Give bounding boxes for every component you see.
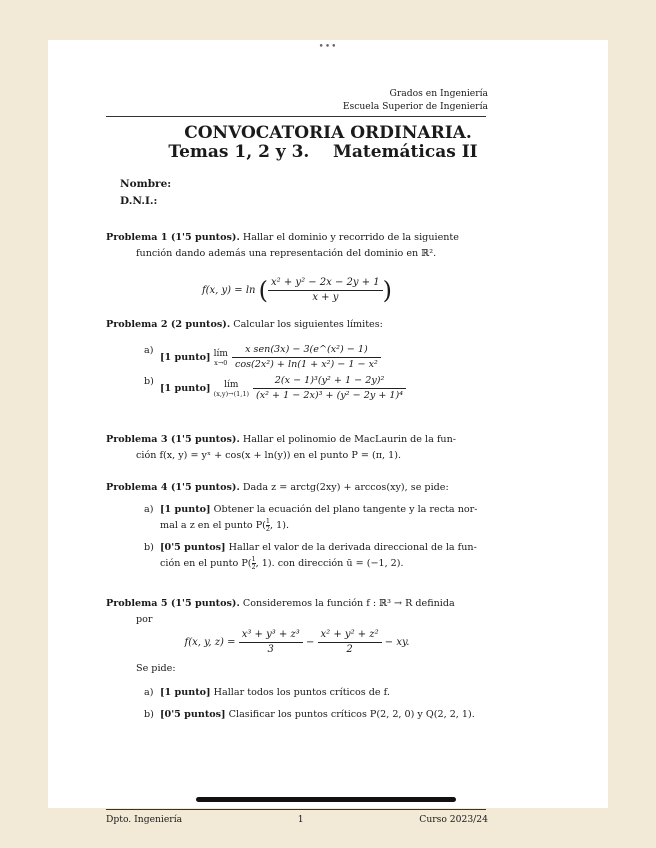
problem-4-text-1: Dada z = arctg(2xy) + arccos(xy), se pide: (242, 482, 449, 493)
header-rule (106, 116, 486, 117)
item-points: [0'5 puntos] (160, 709, 226, 720)
item-label: b) (144, 376, 154, 387)
limit-a-fraction (232, 343, 381, 372)
item-text-2a: mal a z en el punto P( (160, 520, 266, 531)
problem-3 (106, 432, 488, 464)
header-line-1: Grados en Ingeniería (389, 88, 488, 99)
problem-5-text-2: por (136, 614, 153, 625)
title-line-1: CONVOCATORIA ORDINARIA. (184, 123, 472, 143)
header-line-2: Escuela Superior de Ingeniería (342, 101, 488, 112)
problem-4-item-b (106, 540, 488, 572)
student-fields (120, 176, 171, 210)
problem-2 (106, 317, 488, 403)
problem-2-text-1: Calcular los siguientes límites: (233, 319, 383, 330)
problem-4-heading: Problema 4 (1'5 puntos). (106, 482, 240, 493)
limit-b-fraction (253, 374, 406, 403)
eq-5-fraction-1: $\frac{\text{x³ + y³ + z³}}{3}$ (239, 628, 303, 657)
problem-1-text-1: Hallar el dominio y recorrido de la siguiente (242, 232, 459, 243)
problem-5-text-1: Consideremos la función f : ℝ³ → R definida (242, 598, 455, 609)
item-text-2b: , 1). con dirección ū = (−1, 2). (255, 558, 404, 569)
eq-5-fraction-2: $\frac{\text{x² + y² + z²}}{2}$ (318, 628, 382, 657)
eq-1-lhs: f(x, y) = ln (201, 285, 256, 296)
item-text-2b: , 1). (270, 520, 290, 531)
name-label: Nombre: (120, 178, 172, 190)
more-dots-icon[interactable]: ••• (318, 42, 338, 52)
limit-a-denominator: cos(2x²) + ln(1 + x²) − 1 − x² (234, 359, 378, 370)
item-points: [0'5 puntos] (160, 542, 226, 553)
eq-1-numerator: x² + y² − 2x − 2y + 1 (268, 276, 383, 291)
problem-4 (106, 480, 488, 572)
item-points: [1 punto] (160, 504, 211, 515)
problem-2-item-a (106, 343, 488, 372)
eq-5-tail: − xy. (384, 637, 410, 648)
problem-1-equation: f(x, y) = ln ( $\frac{\text{x² + y² − 2x − 2y + 1}}{x + y}$ ) (201, 276, 393, 305)
item-label: a) (144, 504, 154, 515)
eq-1-denominator: x + y (312, 292, 339, 303)
limit-b-numerator: 2(x − 1)³(y² + 1 − 2y)² (253, 374, 406, 389)
home-indicator[interactable] (196, 797, 456, 802)
document-footer (106, 814, 488, 825)
problem-3-heading: Problema 3 (1'5 puntos). (106, 434, 240, 445)
problem-1-text-2: función dando además una representación del dominio en ℝ². (136, 248, 437, 259)
item-label: a) (144, 345, 154, 356)
item-text: Clasificar los puntos críticos P(2, 2, 0) y Q(2, 2, 1). (228, 709, 475, 720)
fraction-one-half: $\frac{1}{2}$ (265, 517, 271, 533)
limit-operator: lím (x,y)→(1,1) (213, 379, 249, 398)
problem-3-text-2: ción f(x, y) = yˣ + cos(x + ln(y)) en el punto P = (π, 1). (136, 450, 401, 461)
problem-1-heading: Problema 1 (1'5 puntos). (106, 232, 240, 243)
eq-1-fraction (268, 276, 383, 305)
limit-a-numerator: x sen(3x) − 3(e^(x²) − 1) (232, 343, 381, 358)
item-text-1: Hallar el valor de la derivada direccional de la fun- (228, 542, 477, 553)
problem-5-heading: Problema 5 (1'5 puntos). (106, 598, 240, 609)
eq-5-lhs: f(x, y, z) = (184, 637, 236, 648)
footer-right: Curso 2023/24 (419, 814, 488, 825)
title-line-2: Temas 1, 2 y 3. Matemáticas II (168, 142, 478, 162)
problem-1 (106, 230, 488, 305)
document-page (48, 40, 608, 825)
problem-4-item-a (106, 502, 488, 534)
eq-5-minus: − (305, 637, 315, 648)
problem-2-item-b (106, 374, 488, 403)
page-number: 1 (297, 814, 304, 825)
item-text: Hallar todos los puntos críticos de f. (213, 687, 390, 698)
footer-left: Dpto. Ingeniería (106, 814, 183, 825)
problem-5 (106, 596, 488, 723)
dni-label: D.N.I.: (120, 195, 158, 207)
problem-5-item-a (106, 685, 488, 701)
page-title (48, 124, 608, 162)
se-pide-label: Se pide: (136, 663, 176, 674)
item-label: a) (144, 687, 154, 698)
item-label: b) (144, 542, 154, 553)
problem-3-text-1: Hallar el polinomio de MacLaurin de la fun- (242, 434, 457, 445)
problem-5-equation (106, 628, 488, 657)
limit-b-denominator: (x² + 1 − 2x)³ + (y² − 2y + 1)⁴ (256, 390, 404, 401)
item-label: b) (144, 709, 154, 720)
problem-5-item-b (106, 707, 488, 723)
item-points: [1 punto] (160, 352, 211, 363)
item-text-2a: ción en el punto P( (160, 558, 252, 569)
problem-2-heading: Problema 2 (2 puntos). (106, 319, 231, 330)
item-text-1: Obtener la ecuación del plano tangente y la recta nor- (213, 504, 478, 515)
document-header (343, 87, 488, 113)
footer-rule (106, 809, 486, 810)
limit-operator: lím x→0 (213, 348, 228, 367)
item-points: [1 punto] (160, 383, 211, 394)
item-points: [1 punto] (160, 687, 211, 698)
fraction-one-half: $\frac{1}{2}$ (251, 555, 256, 571)
